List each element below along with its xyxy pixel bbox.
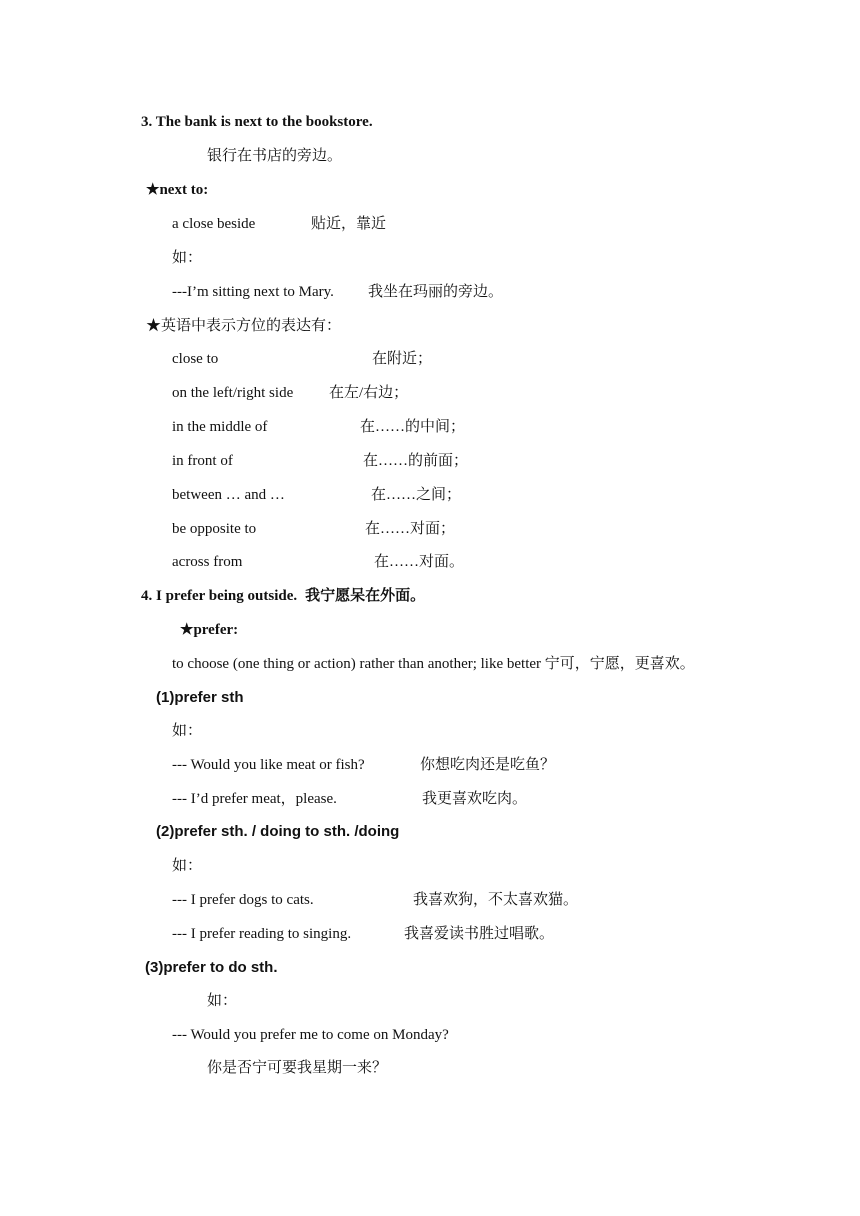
prefer-title: ★prefer: bbox=[180, 622, 239, 638]
usage-2-label: 如： bbox=[172, 858, 203, 874]
directions-title: ★英语中表示方位的表达有： bbox=[146, 318, 342, 334]
usage-2-example-1-cn: 我喜欢狗，不太喜欢猫。 bbox=[413, 892, 579, 908]
section-4-heading bbox=[141, 586, 425, 606]
usage-1-example-2-cn: 我更喜欢吃肉。 bbox=[422, 791, 528, 807]
usage-2-example-2-en: --- I prefer reading to singing. bbox=[172, 926, 352, 942]
next-to-title: ★next to: bbox=[146, 182, 209, 198]
usage-1-example-1-cn: 你想吃肉还是吃鱼？ bbox=[420, 757, 556, 773]
next-to-definition-cn: 贴近，靠近 bbox=[311, 216, 387, 232]
direction-en: between … and … bbox=[172, 487, 285, 503]
usage-3-example-1-en: --- Would you prefer me to come on Monday? bbox=[172, 1027, 449, 1043]
direction-en: on the left/right side bbox=[172, 385, 294, 401]
usage-3-label: 如： bbox=[207, 993, 238, 1009]
direction-cn: 在……对面； bbox=[365, 521, 456, 537]
usage-1-title: (1)prefer sth bbox=[156, 689, 244, 706]
usage-2-example-2-cn: 我喜爱读书胜过唱歌。 bbox=[404, 926, 555, 942]
direction-en: in the middle of bbox=[172, 419, 268, 435]
example-label: 如： bbox=[172, 250, 203, 266]
direction-cn: 在左/右边； bbox=[329, 385, 409, 401]
direction-en: in front of bbox=[172, 453, 233, 469]
section-3-translation: 银行在书店的旁边。 bbox=[207, 148, 343, 164]
direction-cn: 在……对面。 bbox=[374, 554, 465, 570]
section-4-heading-en: 4. I prefer being outside. bbox=[141, 588, 298, 604]
section-3-heading: 3. The bank is next to the bookstore. bbox=[141, 114, 373, 130]
usage-1-example-1-en: --- Would you like meat or fish? bbox=[172, 757, 365, 773]
example-cn: 我坐在玛丽的旁边。 bbox=[368, 284, 504, 300]
usage-2-title: (2)prefer sth. / doing to sth. /doing bbox=[156, 823, 400, 840]
usage-2-example-1-en: --- I prefer dogs to cats. bbox=[172, 892, 314, 908]
direction-cn: 在附近； bbox=[372, 351, 433, 367]
usage-3-example-1-cn: 你是否宁可要我星期一来？ bbox=[207, 1060, 388, 1076]
direction-cn: 在……的中间； bbox=[360, 419, 466, 435]
direction-cn: 在……之间； bbox=[371, 487, 462, 503]
direction-en: close to bbox=[172, 351, 219, 367]
section-4-heading-cn: 我宁愿呆在外面。 bbox=[305, 588, 426, 604]
usage-1-example-2-en: --- I’d prefer meat，please. bbox=[172, 791, 337, 807]
direction-cn: 在……的前面； bbox=[363, 453, 469, 469]
direction-en: be opposite to bbox=[172, 521, 257, 537]
usage-3-title: (3)prefer to do sth. bbox=[145, 959, 278, 976]
direction-en: across from bbox=[172, 554, 243, 570]
usage-1-label: 如： bbox=[172, 723, 203, 739]
prefer-definition: to choose (one thing or action) rather than another; like better 宁可，宁愿，更喜欢。 bbox=[172, 656, 695, 672]
next-to-definition-en: a close beside bbox=[172, 216, 256, 232]
example-en: ---I’m sitting next to Mary. bbox=[172, 284, 334, 300]
